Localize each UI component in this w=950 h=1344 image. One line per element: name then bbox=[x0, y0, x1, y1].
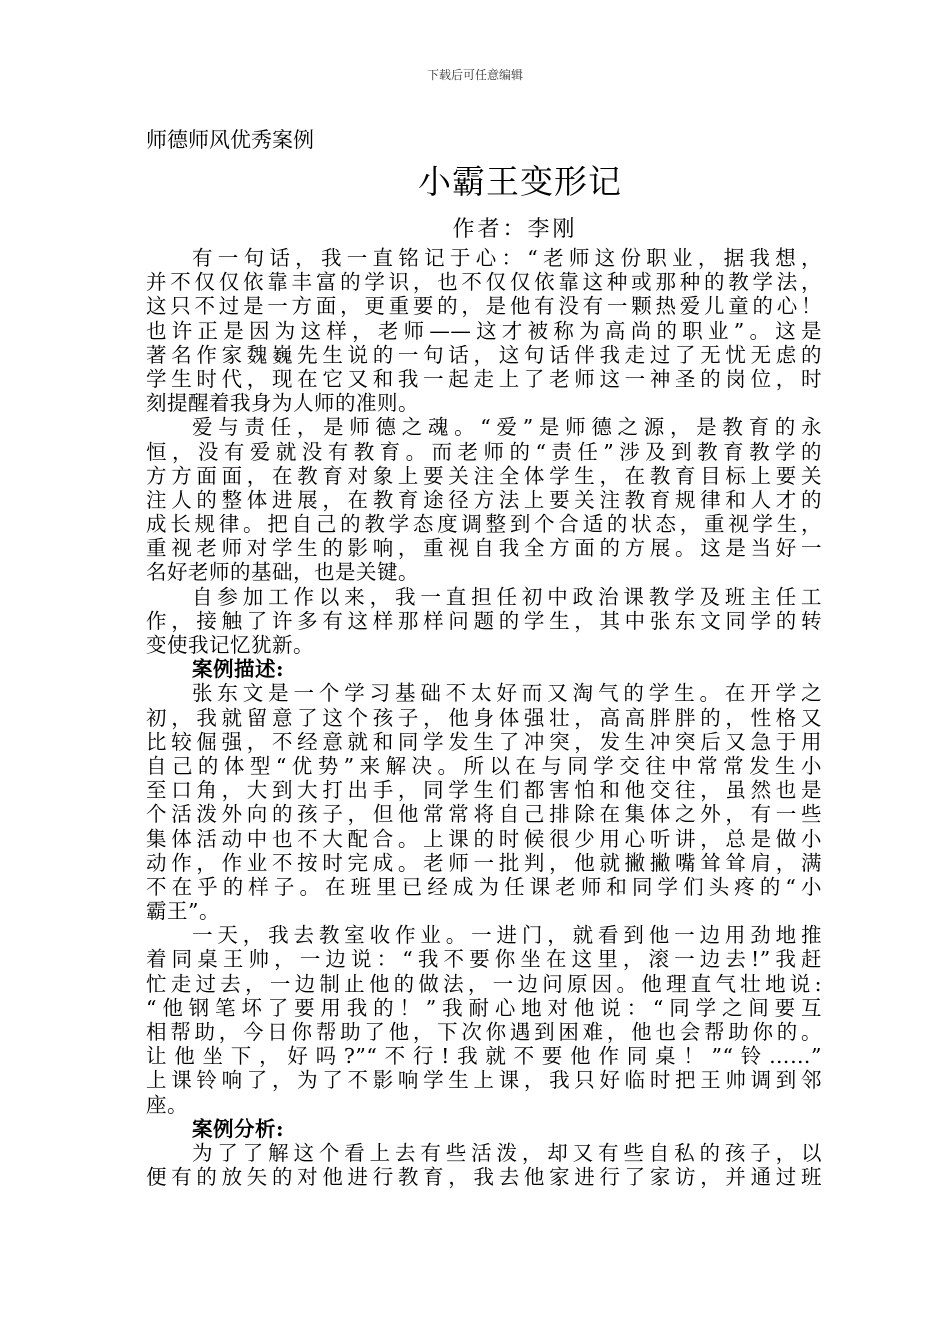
text-line: 霸王”。 bbox=[146, 899, 220, 924]
text-line: 注人的整体进展，在教育途径方法上要关注教育规律和人才的 bbox=[146, 487, 822, 512]
text-line: 动作，作业不按时完成。老师一批判，他就撇撇嘴耸耸肩，满 bbox=[146, 850, 822, 875]
text-line: 便有的放矢的对他进行教育，我去他家进行了家访，并通过班 bbox=[146, 1165, 822, 1190]
page-header: 下载后可任意编辑 bbox=[426, 68, 523, 82]
text-line: 成长规律。把自己的教学态度调整到个合适的状态，重视学生， bbox=[146, 512, 822, 537]
text-line: 作，接触了许多有这样那样问题的学生，其中张东文同学的转 bbox=[146, 608, 822, 633]
section-heading: 案例分析: bbox=[192, 1116, 285, 1141]
text-line: 自己的体型“优势”来解决。所以在与同学交往中常常发生小 bbox=[146, 753, 822, 778]
text-line: 让他坐下，好吗?”“不行!我就不要他作同桌！”“铃……” bbox=[146, 1044, 822, 1069]
text-line: 方方面面，在教育对象上要关注全体学生，在教育目标上要关 bbox=[146, 463, 822, 488]
text-line: 爱与责任，是师德之魂。“爱”是师德之源，是教育的永 bbox=[192, 415, 822, 440]
section-heading: 案例描述: bbox=[192, 657, 285, 682]
text-line: 个活泼外向的孩子，但他常常将自己排除在集体之外，有一些 bbox=[146, 802, 822, 827]
text-line: 并不仅仅依靠丰富的学识，也不仅仅依靠这种或那种的教学法， bbox=[146, 270, 822, 295]
document-title: 小霸王变形记 bbox=[418, 162, 622, 201]
text-line: 也许正是因为这样，老师——这才被称为高尚的职业”。这是 bbox=[146, 318, 822, 343]
text-line: 忙走过去，一边制止他的做法，一边问原因。他理直气壮地说: bbox=[146, 971, 822, 996]
document-author: 作者：李刚 bbox=[452, 217, 578, 242]
text-line: 著名作家魏巍先生说的一句话，这句话伴我走过了无忧无虑的 bbox=[146, 342, 822, 367]
text-line: 自参加工作以来，我一直担任初中政治课教学及班主任工 bbox=[192, 584, 822, 609]
text-line: “他钢笔坏了要用我的！”我耐心地对他说：“同学之间要互 bbox=[146, 995, 822, 1020]
text-line: 相帮助，今日你帮助了他，下次你遇到困难，他也会帮助你的。 bbox=[146, 1020, 822, 1044]
text-line: 学生时代，现在它又和我一起走上了老师这一神圣的岗位，时 bbox=[146, 366, 822, 391]
text-line: 比较倔强，不经意就和同学发生了冲突，发生冲突后又急于用 bbox=[146, 729, 822, 754]
text-line: 名好老师的基础，也是关键。 bbox=[146, 560, 419, 585]
text-line: 有一句话，我一直铭记于心：“老师这份职业，据我想， bbox=[192, 246, 822, 270]
text-line: 初，我就留意了这个孩子，他身体强壮，高高胖胖的，性格又 bbox=[146, 705, 822, 730]
text-line: 重视老师对学生的影响，重视自我全方面的方展。这是当好一 bbox=[146, 536, 822, 561]
text-line: 着同桌王帅，一边说：“我不要你坐在这里，滚一边去!”我赶 bbox=[146, 947, 822, 972]
text-line: 这只不过是一方面，更重要的，是他有没有一颗热爱儿童的心！ bbox=[146, 294, 822, 319]
text-line: 刻提醒着我身为人师的准则。 bbox=[146, 391, 419, 416]
document-category: 师德师风优秀案例 bbox=[146, 128, 314, 152]
text-line: 变使我记忆犹新。 bbox=[146, 633, 314, 657]
text-line: 恒，没有爱就没有教育。而老师的“责任”涉及到教育教学的 bbox=[146, 439, 822, 464]
document-body bbox=[146, 246, 822, 1189]
text-line: 集体活动中也不大配合。上课的时候很少用心听讲，总是做小 bbox=[146, 826, 822, 851]
text-line: 张东文是一个学习基础不太好而又淘气的学生。在开学之 bbox=[192, 681, 822, 706]
text-line: 座。 bbox=[146, 1092, 188, 1117]
text-line: 一天，我去教室收作业。一进门，就看到他一边用劲地推 bbox=[192, 923, 822, 948]
text-line: 上课铃响了，为了不影响学生上课，我只好临时把王帅调到邻 bbox=[146, 1068, 822, 1093]
text-line: 为了了解这个看上去有些活泼，却又有些自私的孩子，以 bbox=[192, 1140, 822, 1165]
text-line: 至口角，大到大打出手，同学生们都害怕和他交往，虽然也是 bbox=[146, 778, 822, 803]
text-line: 不在乎的样子。在班里已经成为任课老师和同学们头疼的“小 bbox=[146, 874, 822, 899]
